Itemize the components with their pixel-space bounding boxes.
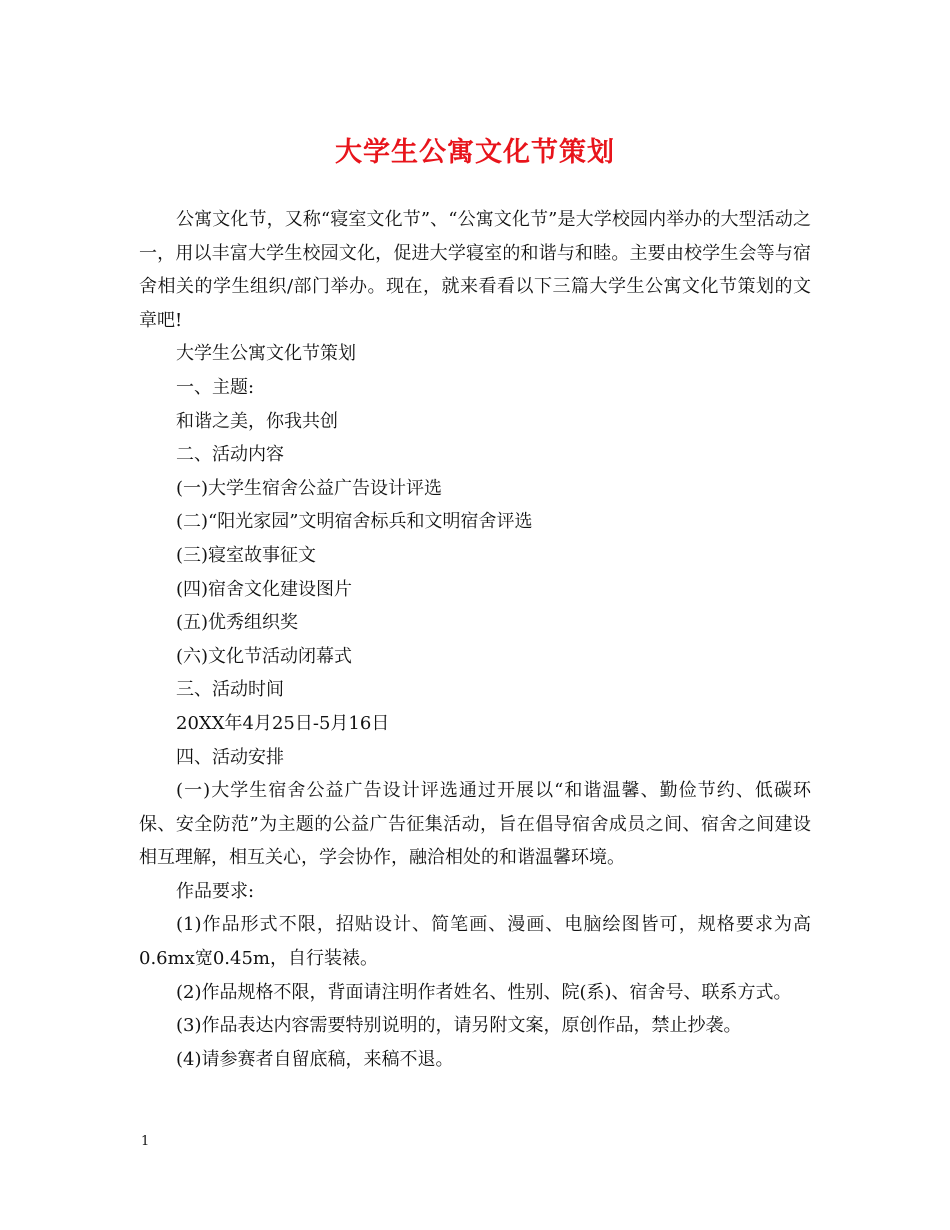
list-item: (一)大学生宿舍公益广告设计评选 xyxy=(176,477,443,499)
list-item: (三)寝室故事征文 xyxy=(176,544,317,566)
paragraph-time: 20XX年4月25日-5月16日 xyxy=(176,712,390,734)
paragraph-theme: 和谐之美，你我共创 xyxy=(176,410,338,432)
list-item: (六)文化节活动闭幕式 xyxy=(176,645,353,667)
list-item: (四)宿舍文化建设图片 xyxy=(176,578,353,600)
heading-time: 三、活动时间 xyxy=(176,679,284,701)
paragraph-intro: 公寓文化节，又称“寝室文化节”、“公寓文化节”是大学校园内举办的大型活动之一，用以丰富大学生校园文化，促进大学寝室的和谐与和睦。主要由校学生会等与宿舍相关的学生组织/部门举办。现在，就来看看以下三篇大学生公寓文化节策划的文章吧! xyxy=(139,209,811,331)
document-title: 大学生公寓文化节策划 xyxy=(335,137,615,168)
heading-content: 二、活动内容 xyxy=(176,444,284,466)
requirement-item: (4)请参赛者自留底稿，来稿不退。 xyxy=(176,1048,454,1070)
paragraph-arrangement: (一)大学生宿舍公益广告设计评选通过开展以“和谐温馨、勤俭节约、低碳环保、安全防范”为主题的公益广告征集活动，旨在倡导宿舍成员之间、宿舍之间建设相互理解，相互关心，学会协作，融洽相处的和谐温馨环境。 xyxy=(139,780,811,869)
list-item: (二)“阳光家园”文明宿舍标兵和文明宿舍评选 xyxy=(176,511,533,533)
list-item: (五)优秀组织奖 xyxy=(176,612,299,634)
page-number: 1 xyxy=(141,1134,150,1149)
requirement-item: (2)作品规格不限，背面请注明作者姓名、性别、院(系)、宿舍号、联系方式。 xyxy=(176,981,792,1003)
document-body xyxy=(139,203,811,1076)
heading-theme: 一、主题: xyxy=(176,376,255,398)
heading-requirements: 作品要求: xyxy=(176,880,255,902)
requirement-item: (3)作品表达内容需要特别说明的，请另附文案，原创作品，禁止抄袭。 xyxy=(176,1015,742,1037)
heading-arrangement: 四、活动安排 xyxy=(176,746,284,768)
paragraph-subtitle: 大学生公寓文化节策划 xyxy=(176,343,356,365)
requirement-item: (1)作品形式不限，招贴设计、简笔画、漫画、电脑绘图皆可，规格要求为高0.6mx宽0.45m，自行装裱。 xyxy=(139,914,811,970)
